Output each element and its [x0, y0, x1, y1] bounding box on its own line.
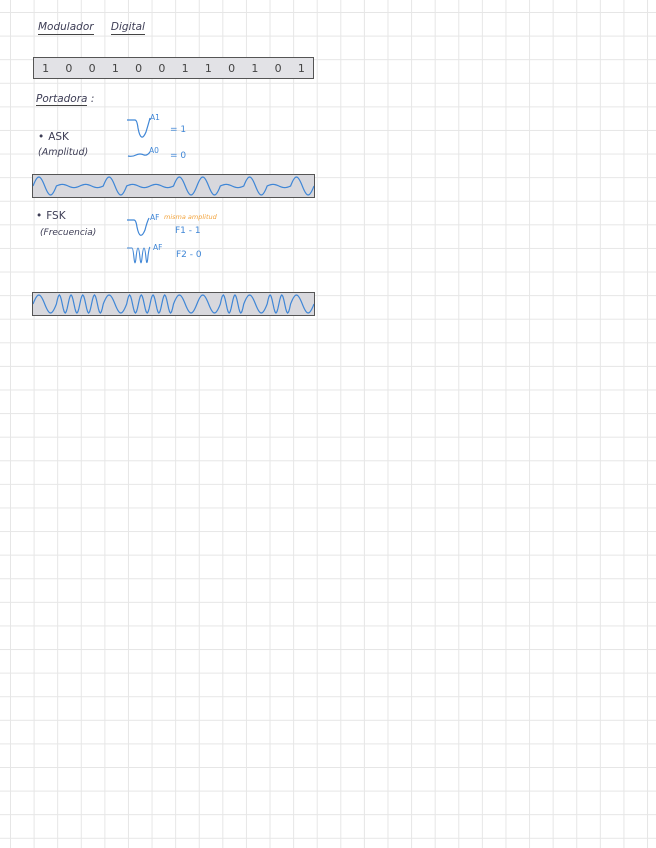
portadora-heading — [36, 93, 94, 105]
bit-value: 1 — [251, 61, 259, 75]
ask-a0-label: A0 — [149, 146, 159, 155]
fsk-waveform — [33, 293, 314, 315]
fsk-af-label: AF — [150, 213, 160, 222]
bit-value: 0 — [65, 61, 73, 75]
bit-value: 0 — [228, 61, 236, 75]
bullet-icon: • — [38, 131, 45, 143]
fsk-waveform-box — [32, 292, 315, 316]
fsk-label: FSK — [46, 210, 66, 222]
bit-value: 0 — [88, 61, 96, 75]
ask-label: ASK — [48, 131, 69, 143]
ask-subtitle: (Amplitud) — [38, 147, 89, 158]
ask-a1-label: A1 — [150, 113, 160, 122]
title-word-modulador: Modulador — [38, 21, 94, 33]
bit-sequence-box — [33, 57, 314, 79]
fsk-wave-line — [33, 295, 314, 313]
portadora-label: Portadora — [36, 93, 88, 105]
fsk-af2-label: AF — [153, 243, 163, 252]
fsk-f1-value: F1 - 1 — [175, 226, 201, 236]
bit-value: 1 — [204, 61, 212, 75]
bit-value: 0 — [158, 61, 166, 75]
bit-value: 0 — [274, 61, 282, 75]
bit-value: 1 — [111, 61, 119, 75]
fsk-subtitle: (Frecuencia) — [40, 228, 97, 238]
ask-a0-value: = 0 — [170, 151, 187, 161]
ask-wave-line — [33, 177, 314, 195]
fsk-f2-symbol-icon — [125, 244, 155, 270]
bit-value: 1 — [42, 61, 50, 75]
page-title — [38, 21, 145, 33]
fsk-f2-value: F2 - 0 — [176, 250, 202, 260]
fsk-heading — [36, 210, 66, 222]
portadora-colon: : — [90, 93, 95, 105]
fsk-note-misma-amplitud: misma amplitud — [164, 213, 217, 221]
ask-waveform-box — [32, 174, 315, 198]
bit-value: 0 — [135, 61, 143, 75]
ask-waveform — [33, 175, 314, 197]
ask-heading — [38, 131, 69, 143]
title-word-digital: Digital — [110, 21, 145, 33]
bit-value: 1 — [297, 61, 305, 75]
bullet-icon: • — [36, 210, 43, 222]
bit-value: 1 — [181, 61, 189, 75]
ask-a1-value: = 1 — [170, 125, 187, 135]
